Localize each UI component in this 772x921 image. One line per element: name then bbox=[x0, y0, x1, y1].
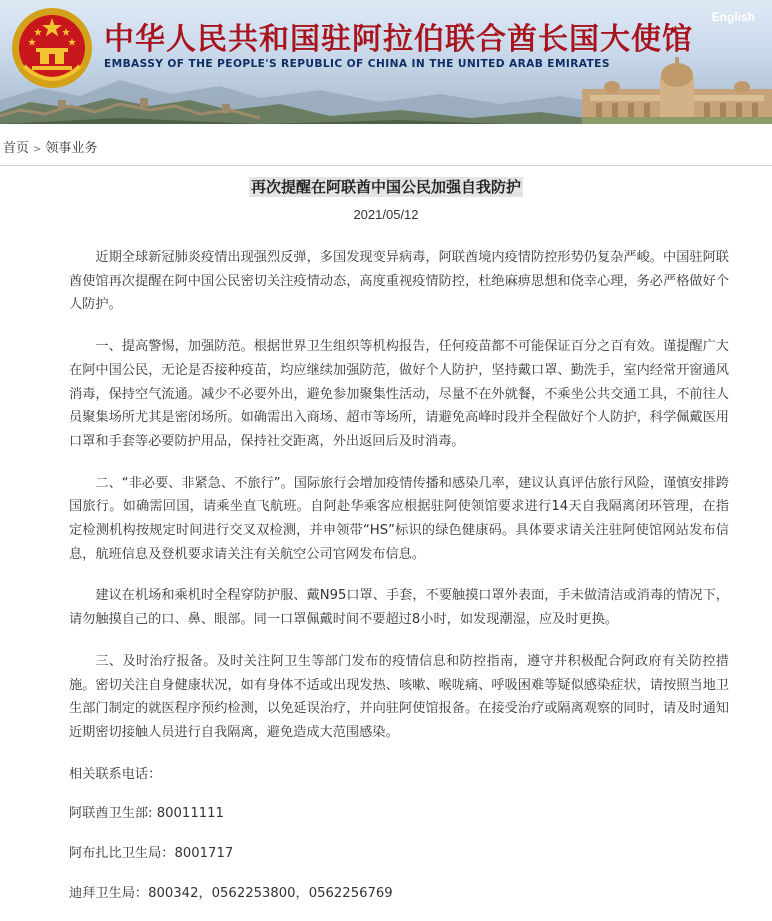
paragraph-treatment: 三、及时治疗报备。及时关注阿卫生等部门发布的疫情信息和防控指南，遵守并积极配合阿政府有关防控措施。密切关注自身健康状况，如有身体不适或出现发热、咳嗽、喉咙痛、呼吸困难等疑似感染症状，请按照当地卫生部门制定的就医程序预约检测，以免延误治疗，并向驻阿使馆报备。在接受治疗或隔离观察的同时，请及时通知近期密切接触人员进行自我隔离，避免造成大范围感染。 bbox=[69, 653, 729, 740]
header-banner bbox=[0, 0, 772, 124]
contact-heading: 相关联系电话： bbox=[69, 766, 162, 782]
contact-abu-dhabi-health: 阿布扎比卫生局：8001717 bbox=[69, 846, 234, 862]
palace-illustration bbox=[582, 55, 772, 124]
contact-dubai-health: 迪拜卫生局：800342，0562253800，0562256769 bbox=[69, 885, 393, 901]
paragraph-travel: 二、“非必要、非紧急、不旅行”。国际旅行会增加疫情传播和感染几率，建议认真评估旅行风险，谨慎安排跨国旅行。如确需回国，请乘坐直飞航班。自阿赴华乘客应根据驻阿使领馆要求进行14天自我隔离闭环管理，在指定检测机构按规定时间进行交叉双检测，并申领带“HS”标识的绿色健康码。具体要求请关注驻阿使馆网站发布信息，航班信息及登机要求请关注有关航空公司官网发布信息。 bbox=[69, 475, 729, 562]
article-date: 2021/05/12 bbox=[353, 207, 419, 222]
article-title bbox=[0, 176, 772, 197]
breadcrumb-home-link[interactable]: 首页 bbox=[3, 141, 30, 156]
divider bbox=[0, 165, 772, 166]
breadcrumb bbox=[3, 137, 97, 156]
article-body bbox=[69, 246, 729, 921]
chevron-right-icon: > bbox=[33, 144, 42, 155]
paragraph-vigilance: 一、提高警惕，加强防范。根据世界卫生组织等机构报告，任何疫苗都不可能保证百分之百有效。谨提醒广大在阿中国公民，无论是否接种疫苗，均应继续加强防范，做好个人防护，坚持戴口罩、勤洗手，室内经常开窗通风消毒，保持空气流通。减少不必要外出，避免参加聚集性活动，尽量不在外就餐，不乘坐公共交通工具，不前往人员聚集场所尤其是密闭场所。如确需出入商场、超市等场所，请避免高峰时段并全程做好个人防护，科学佩戴医用口罩和手套等必要防护用品，保持社交距离，外出返回后及时消毒。 bbox=[69, 339, 729, 449]
breadcrumb-consular-link[interactable]: 领事业务 bbox=[45, 141, 98, 156]
site-title-english: EMBASSY OF THE PEOPLE'S REPUBLIC OF CHINA IN THE UNITED ARAB EMIRATES bbox=[104, 58, 610, 70]
national-emblem-icon bbox=[10, 6, 94, 90]
paragraph-intro: 近期全球新冠肺炎疫情出现强烈反弹，多国发现变异病毒，阿联酋境内疫情防控形势仍复杂严峻。中国驻阿联酋使馆再次提醒在阿中国公民密切关注疫情动态，高度重视疫情防控，杜绝麻痹思想和侥幸心理，务必严格做好个人防护。 bbox=[69, 250, 729, 313]
article-title-text: 再次提醒在阿联酋中国公民加强自我防护 bbox=[250, 178, 521, 196]
english-language-link[interactable]: English bbox=[711, 10, 755, 24]
site-title-chinese: 中华人民共和国驻阿拉伯联合酋长国大使馆 bbox=[104, 22, 693, 57]
contact-moh-uae: 阿联酋卫生部: 80011111 bbox=[69, 806, 224, 822]
paragraph-airport-advice: 建议在机场和乘机时全程穿防护服、戴N95口罩、手套，不要触摸口罩外表面，手未做清洁或消毒的情况下，请勿触摸自己的口、鼻、眼部。同一口罩佩戴时间不要超过8小时，如发现潮湿，应及时更换。 bbox=[69, 588, 729, 628]
